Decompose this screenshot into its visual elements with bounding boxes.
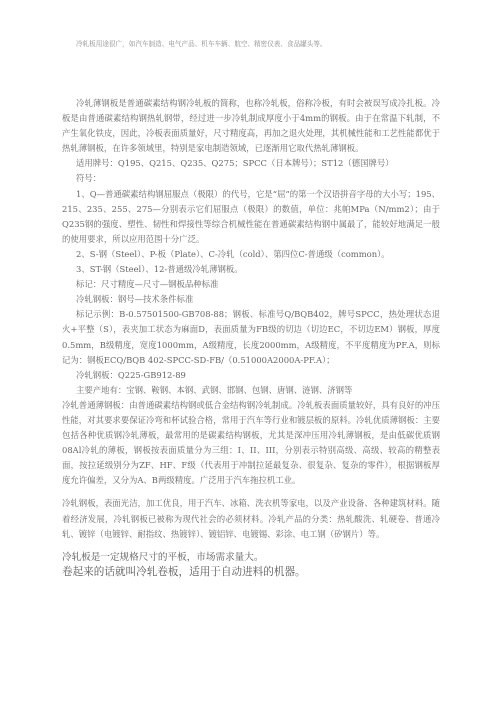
spacer (62, 488, 440, 496)
spacer (62, 542, 440, 550)
paragraph-symbol-3: 3、ST-钢（Steel）、12-普通级冷轧薄钢板。 (76, 264, 243, 275)
paragraph-symbol-1: 1、Q—普通碳素结构钢屈服点（极限）的代号，它是“屈”的第一个汉语拼音字母的大小写；195、215、235、255、275—分别表示它们屈服点（极限）的数值，单位：兆帕MPa（N/mm2）；由于Q235钢的强度、塑性、韧性和焊接性等综合机械性能在普通碳素结构钢中属最了，能较好地满足一般的使用要求，所以应用范围十分广泛。 (62, 188, 440, 244)
paragraph-coil: 卷起来的话就叫冷轧卷板，适用于自动进料的机器。 (62, 565, 306, 578)
paragraph-symbols: 符号： (76, 173, 102, 184)
paragraph-plate-types: 冷轧普通薄钢板：由普通碳素结构钢或低合金结构钢冷轧制成。冷轧板表面质量较好，具有良好的冲压性能，对其要求要保证冷弯和杯试验合格，常用于汽车等行业和镀层板的原料。冷轧优质薄钢板：主要包括各种优质钢冷轧薄板，最常用的是碳素结构钢板，尤其是深冲压用冷轧薄钢板，是由低碳优质钢08Al冷轧的薄板，钢板按表面质量分为三组：I、II、III，分别表示特别高级、高级、较高的精整表面，按拉延级别分为ZF、HF、F级（代表用于冲制拉延最复杂、很复杂、复杂的零件），根据钢板厚度允许偏差，又分为A、B两级精度。广泛用于汽车拖拉机工业。 (62, 399, 440, 486)
paragraph-producers: 主要产地有：宝钢、鞍钢、本钢、武钢、邯钢、包钢、唐钢、涟钢、济钢等 (76, 384, 353, 395)
paragraph-marking-example: 标记示例：B-0.57501500-GB708-88；钢板、标准号Q/BQB402，牌号SPCC，热处理状态退火+平整（S），表夹加工状态为麻面D，表面质量为FB级的切边（切边EC，不切边EM）钢板，厚度0.5mm，B级精度，宽度1000mm，A级精度，长度2000mm，A级精度，不平度精度为PF.A，则标记为：钢板ECQ/BQB 402-SPCC-SD-FB/（0.51000A2000A-PF.A）； (62, 309, 440, 365)
paragraph-flat-plate: 冷轧板是一定规格尺寸的平板，市场需求量大。 (62, 551, 264, 563)
paragraph-grades: 适用牌号：Q195、Q215、Q235、Q275；SPCC（日本牌号）；ST12（德国牌号） (76, 158, 394, 169)
paragraph-cold-rolled-standard: 冷轧钢板：Q225-GB912-89 (76, 369, 186, 380)
document-body (62, 96, 440, 580)
paragraph-symbol-2: 2、S-钢（Steel）、P-板（Plate）、C-冷轧（cold）、第四位C-普通级（common）。 (76, 248, 390, 259)
paragraph-applications: 冷轧钢板，表面光洁，加工优良，用于汽车、冰箱、洗衣机等家电，以及产业设备、各种建筑材料。随着经济发展，冷轧钢板已被称为现代社会的必须材料。冷轧产品的分类：热轧酸洗、轧硬卷、普通冷轧、镀锌（电镀锌、耐指纹、热镀锌）、镀铝锌、电镀锡、彩涂、电工钢（矽钢片）等。 (62, 498, 440, 539)
paragraph-cold-rolled-plate: 冷轧钢板：钢号—技术条件标准 (76, 294, 194, 305)
paragraph-marking: 标记：尺寸精度—尺寸—钢板品种标准 (76, 279, 219, 290)
header-note: 冷轧板用途很广，如汽车制造、电气产品、机车车辆、航空、精密仪表、食品罐头等。 (76, 40, 327, 48)
paragraph-intro: 冷轧薄钢板是普通碳素结构钢冷轧板的简称，也称冷轧板，俗称冷板，有时会被误写成冷扎板。冷板是由普通碳素结构钢热轧钢带，经过进一步冷轧制成厚度小于4mm的钢板。由于在常温下轧制，不产生氧化铁皮，因此，冷板表面质量好，尺寸精度高，再加之退火处理，其机械性能和工艺性能都优于热轧薄钢板，在许多领域里，特别是家电制造领域，已逐渐用它取代热轧薄钢板。 (62, 98, 440, 154)
